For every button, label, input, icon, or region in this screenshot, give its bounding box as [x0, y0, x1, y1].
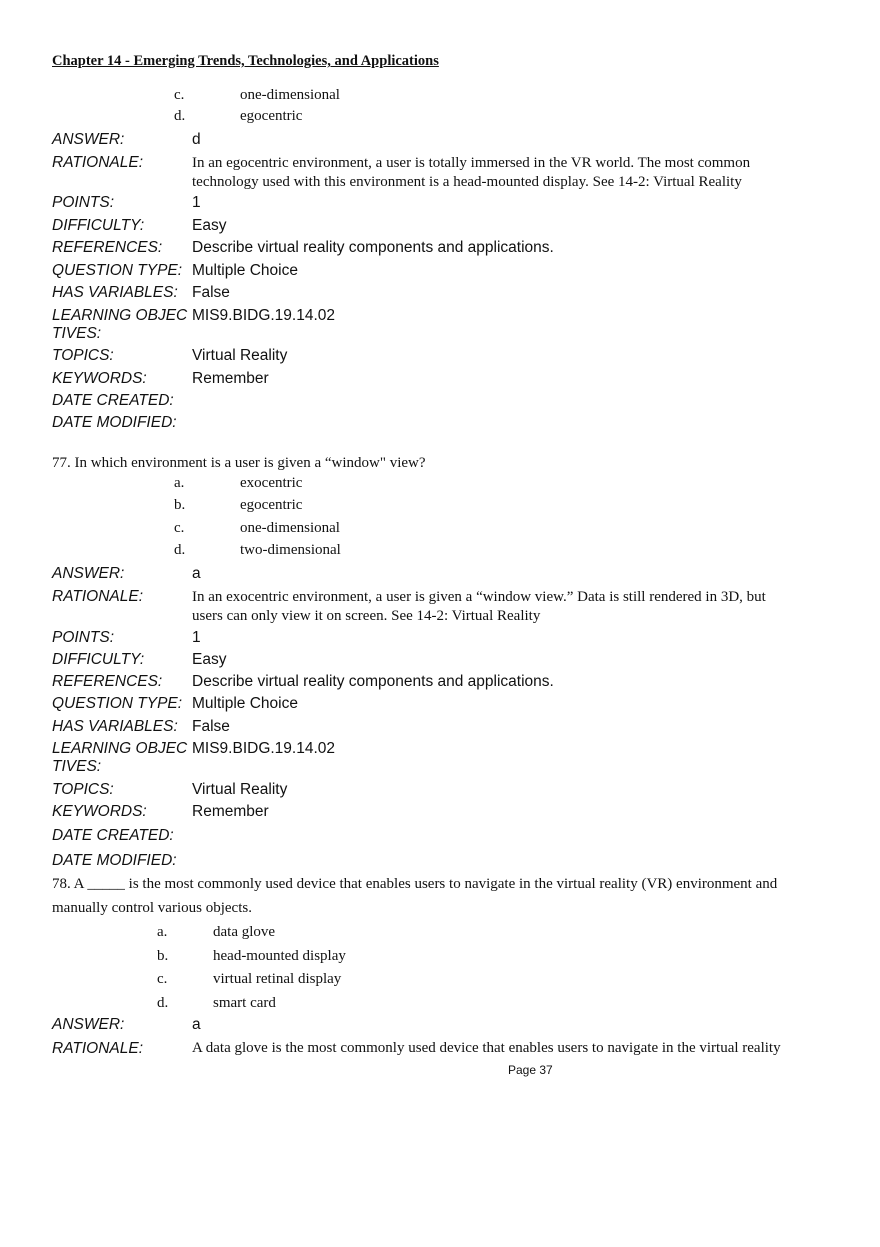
answer-label: ANSWER: — [52, 565, 125, 582]
question-type-value: Multiple Choice — [192, 695, 298, 712]
date-created-label: DATE CREATED: — [52, 827, 174, 844]
answer-value: a — [192, 565, 201, 582]
option-letter: c. — [174, 87, 185, 103]
option-text: one-dimensional — [240, 520, 340, 536]
date-modified-label: DATE MODIFIED: — [52, 852, 177, 869]
keywords-label: KEYWORDS: — [52, 803, 147, 820]
difficulty-label: DIFFICULTY: — [52, 217, 145, 234]
learning-objectives-value: MIS9.BIDG.19.14.02 — [192, 740, 336, 757]
rationale-label: RATIONALE: — [52, 588, 144, 605]
has-variables-value: False — [192, 718, 230, 735]
option-text: egocentric — [240, 497, 303, 513]
option-letter: d. — [174, 542, 186, 558]
option-text: head-mounted display — [213, 948, 346, 964]
option-letter: b. — [174, 497, 186, 513]
option-text: data glove — [213, 924, 276, 940]
topics-label: TOPICS: — [52, 347, 114, 364]
option-text: virtual retinal display — [213, 971, 342, 987]
has-variables-label: HAS VARIABLES: — [52, 718, 178, 735]
option-text: two-dimensional — [240, 542, 341, 558]
option-letter: c. — [157, 971, 168, 987]
difficulty-value: Easy — [192, 651, 227, 668]
references-label: REFERENCES: — [52, 673, 163, 690]
answer-label: ANSWER: — [52, 1016, 125, 1033]
learning-objectives-label: LEARNING OBJEC — [52, 740, 188, 757]
has-variables-label: HAS VARIABLES: — [52, 284, 178, 301]
points-value: 1 — [192, 194, 201, 211]
option-text: exocentric — [240, 475, 303, 491]
date-modified-label: DATE MODIFIED: — [52, 414, 177, 431]
points-value: 1 — [192, 629, 201, 646]
option-text: one-dimensional — [240, 87, 340, 103]
question-77-text: 77. In which environment is a user is given a “window" view? — [52, 455, 426, 471]
points-label: POINTS: — [52, 629, 115, 646]
keywords-value: Remember — [192, 370, 269, 387]
learning-objectives-label: LEARNING OBJEC — [52, 307, 188, 324]
points-label: POINTS: — [52, 194, 115, 211]
references-label: REFERENCES: — [52, 239, 163, 256]
answer-label: ANSWER: — [52, 131, 125, 148]
option-letter: b. — [157, 948, 169, 964]
keywords-value: Remember — [192, 803, 269, 820]
answer-value: d — [192, 131, 201, 148]
option-letter: c. — [174, 520, 185, 536]
question-78-text: 78. A _____ is the most commonly used device that enables users to navigate in the virtual reality (VR) environment and manually control various objects. — [52, 876, 778, 916]
answer-value: a — [192, 1016, 201, 1033]
question-type-label: QUESTION TYPE: — [52, 262, 183, 279]
option-letter: a. — [174, 475, 185, 491]
learning-objectives-label-cont: TIVES: — [52, 325, 102, 342]
rationale-text: In an exocentric environment, a user is given a “window view.” Data is still rendered in 3D, but users can only view it on screen. See 14-2: Virtual Reality — [192, 589, 766, 624]
page-number: Page 37 — [508, 1063, 553, 1077]
rationale-label: RATIONALE: — [52, 1040, 144, 1057]
option-text: egocentric — [240, 108, 303, 124]
rationale-label: RATIONALE: — [52, 154, 144, 171]
references-value: Describe virtual reality components and applications. — [192, 673, 554, 690]
option-letter: d. — [157, 995, 169, 1011]
difficulty-label: DIFFICULTY: — [52, 651, 145, 668]
references-value: Describe virtual reality components and applications. — [192, 239, 554, 256]
rationale-text: A data glove is the most commonly used device that enables users to navigate in the virtual reality — [192, 1040, 781, 1056]
difficulty-value: Easy — [192, 217, 227, 234]
question-type-value: Multiple Choice — [192, 262, 298, 279]
learning-objectives-value: MIS9.BIDG.19.14.02 — [192, 307, 336, 324]
keywords-label: KEYWORDS: — [52, 370, 147, 387]
option-letter: d. — [174, 108, 186, 124]
topics-value: Virtual Reality — [192, 781, 288, 798]
option-letter: a. — [157, 924, 168, 940]
topics-value: Virtual Reality — [192, 347, 288, 364]
has-variables-value: False — [192, 284, 230, 301]
topics-label: TOPICS: — [52, 781, 114, 798]
question-type-label: QUESTION TYPE: — [52, 695, 183, 712]
date-created-label: DATE CREATED: — [52, 392, 174, 409]
option-text: smart card — [213, 995, 276, 1011]
learning-objectives-label-cont: TIVES: — [52, 758, 102, 775]
chapter-header: Chapter 14 - Emerging Trends, Technologies, and Applications — [52, 53, 439, 69]
rationale-text: In an egocentric environment, a user is totally immersed in the VR world. The most common technology used with this environment is a head-mounted display. See 14-2: Virtual Reality — [192, 155, 751, 190]
